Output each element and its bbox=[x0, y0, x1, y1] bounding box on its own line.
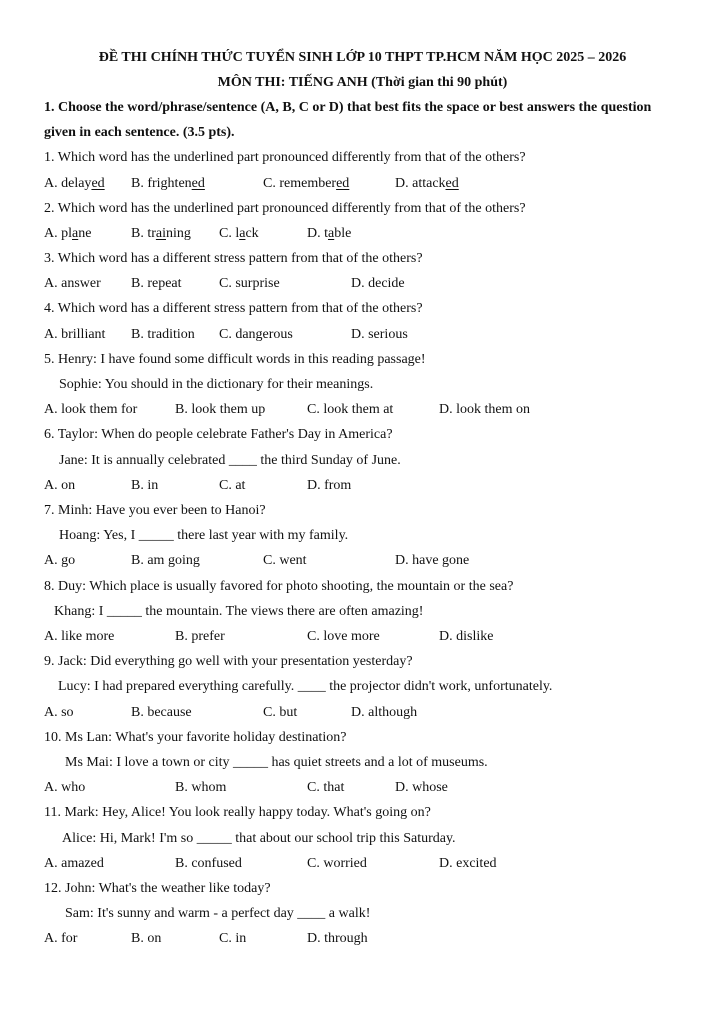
question-prompt: 3. Which word has a different stress pattern from that of the others? bbox=[44, 251, 423, 266]
option-a: A. delayed bbox=[44, 176, 105, 191]
question-prompt: 2. Which word has the underlined part pronounced differently from that of the others? bbox=[44, 201, 526, 216]
option-c: C. remembered bbox=[263, 176, 350, 191]
option-a: A. like more bbox=[44, 629, 115, 644]
option-b: B. confused bbox=[175, 856, 242, 871]
option-d: D. look them on bbox=[439, 402, 530, 417]
option-a: A. brilliant bbox=[44, 327, 106, 342]
question-prompt: 10. Ms Lan: What's your favorite holiday destination? bbox=[44, 730, 347, 745]
option-c: C. at bbox=[219, 478, 246, 493]
option-d: D. dislike bbox=[439, 629, 494, 644]
option-a: A. amazed bbox=[44, 856, 104, 871]
dialogue-reply: Alice: Hi, Mark! I'm so _____ that about our school trip this Saturday. bbox=[62, 831, 456, 846]
dialogue-reply: Hoang: Yes, I _____ there last year with my family. bbox=[59, 528, 349, 543]
question-prompt: 6. Taylor: When do people celebrate Father's Day in America? bbox=[44, 427, 393, 442]
option-a: A. for bbox=[44, 931, 78, 946]
option-c: C. look them at bbox=[307, 402, 394, 417]
option-d: D. table bbox=[307, 226, 352, 241]
section-heading-cont: given in each sentence. (3.5 pts). bbox=[44, 125, 235, 140]
option-d: D. through bbox=[307, 931, 368, 946]
dialogue-reply: Sophie: You should in the dictionary for their meanings. bbox=[59, 377, 374, 392]
option-a: A. answer bbox=[44, 276, 101, 291]
option-c: C. dangerous bbox=[219, 327, 293, 342]
dialogue-reply: Khang: I _____ the mountain. The views there are often amazing! bbox=[54, 604, 424, 619]
option-d: D. have gone bbox=[395, 553, 470, 568]
question-prompt: 7. Minh: Have you ever been to Hanoi? bbox=[44, 503, 266, 518]
option-c: C. worried bbox=[307, 856, 367, 871]
question-prompt: 12. John: What's the weather like today? bbox=[44, 881, 271, 896]
option-c: C. lack bbox=[219, 226, 259, 241]
option-b: B. tradition bbox=[131, 327, 195, 342]
exam-title: ĐỀ THI CHÍNH THỨC TUYỂN SINH LỚP 10 THPT TP.HCM NĂM HỌC 2025 – 2026 bbox=[98, 50, 627, 65]
option-c: C. surprise bbox=[219, 276, 280, 291]
option-a: A. so bbox=[44, 705, 74, 720]
section-heading: 1. Choose the word/phrase/sentence (A, B, C or D) that best fits the space or best answers the question bbox=[44, 100, 652, 115]
option-b: B. frightened bbox=[131, 176, 205, 191]
option-d: D. from bbox=[307, 478, 352, 493]
option-b: B. whom bbox=[175, 780, 227, 795]
option-d: D. excited bbox=[439, 856, 497, 871]
exam-subtitle: MÔN THI: TIẾNG ANH (Thời gian thi 90 phút) bbox=[217, 75, 508, 90]
option-b: B. because bbox=[131, 705, 192, 720]
option-b: B. on bbox=[131, 931, 162, 946]
question-prompt: 9. Jack: Did everything go well with your presentation yesterday? bbox=[44, 654, 413, 669]
option-b: B. look them up bbox=[175, 402, 266, 417]
option-a: A. go bbox=[44, 553, 76, 568]
option-c: C. that bbox=[307, 780, 345, 795]
question-prompt: 5. Henry: I have found some difficult words in this reading passage! bbox=[44, 352, 426, 367]
option-b: B. am going bbox=[131, 553, 200, 568]
dialogue-reply: Sam: It's sunny and warm - a perfect day ____ a walk! bbox=[65, 906, 371, 921]
option-c: C. love more bbox=[307, 629, 380, 644]
option-a: A. on bbox=[44, 478, 76, 493]
option-a: A. plane bbox=[44, 226, 92, 241]
option-b: B. in bbox=[131, 478, 159, 493]
option-c: C. in bbox=[219, 931, 247, 946]
dialogue-reply: Lucy: I had prepared everything carefully. ____ the projector didn't work, unfortunately. bbox=[58, 679, 553, 694]
question-prompt: 1. Which word has the underlined part pronounced differently from that of the others? bbox=[44, 150, 526, 165]
option-c: C. went bbox=[263, 553, 307, 568]
option-d: D. whose bbox=[395, 780, 448, 795]
option-d: D. although bbox=[351, 705, 418, 720]
option-c: C. but bbox=[263, 705, 298, 720]
option-a: A. who bbox=[44, 780, 86, 795]
dialogue-reply: Ms Mai: I love a town or city _____ has quiet streets and a lot of museums. bbox=[65, 755, 488, 770]
question-prompt: 4. Which word has a different stress pattern from that of the others? bbox=[44, 301, 423, 316]
option-b: B. repeat bbox=[131, 276, 182, 291]
option-b: B. prefer bbox=[175, 629, 225, 644]
dialogue-reply: Jane: It is annually celebrated ____ the third Sunday of June. bbox=[59, 453, 401, 468]
option-d: D. attacked bbox=[395, 176, 459, 191]
option-b: B. training bbox=[131, 226, 191, 241]
option-a: A. look them for bbox=[44, 402, 138, 417]
question-prompt: 8. Duy: Which place is usually favored for photo shooting, the mountain or the sea? bbox=[44, 579, 514, 594]
question-prompt: 11. Mark: Hey, Alice! You look really happy today. What's going on? bbox=[44, 805, 431, 820]
option-d: D. serious bbox=[351, 327, 408, 342]
option-d: D. decide bbox=[351, 276, 405, 291]
